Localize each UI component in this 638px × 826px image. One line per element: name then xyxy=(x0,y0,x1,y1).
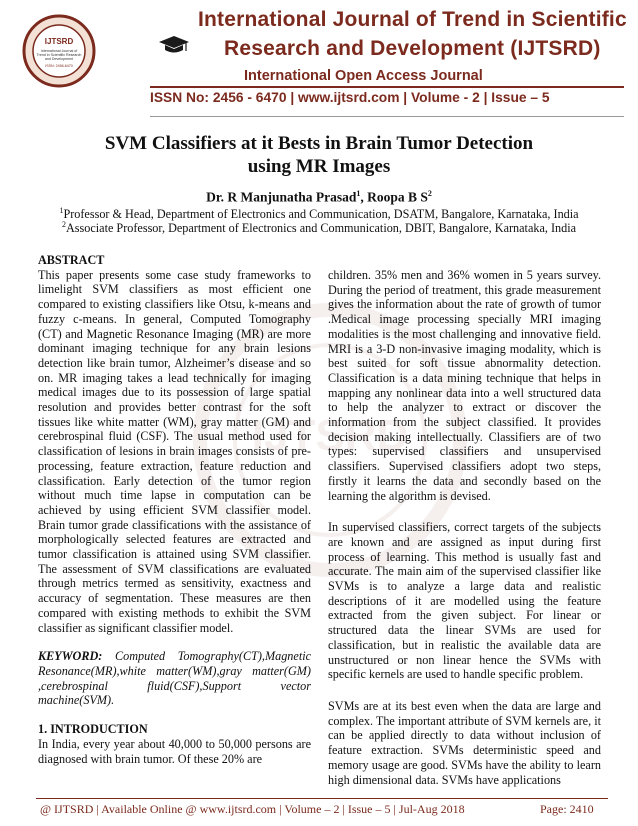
affiliation-1-sup: 1 xyxy=(59,206,64,215)
keywords xyxy=(38,649,311,708)
right-paragraph-1: children. 35% men and 36% women in 5 years survey. During the period of treatment, this grade measurement gives the information about the rate of growth of tumor .Medical image processing specially MRI imaging modalities is the most challenging and innovative field. MRI is a 3-D non-invasive imaging modality, which is best suited for soft tissue abnormality detection. Classification is a data mining technique that helps in mapping any nonlinear data into a well structured data to help the analyzer to extract or discover the information from the subject classified. It provides decision making intellectually. Classifiers are of two types: supervised classifiers and unsupervised classifiers. Supervised classifiers adopt two steps, firstly it learns the data and secondly based on the learning the algorithm is devised. xyxy=(328,268,601,503)
svg-text:IJTSRD: IJTSRD xyxy=(44,37,74,46)
header-rule xyxy=(150,86,624,88)
journal-name-line1: International Journal of Trend in Scientific xyxy=(198,8,627,31)
issn-line: ISSN No: 2456 - 6470 | www.ijtsrd.com | Volume - 2 | Issue – 5 xyxy=(150,90,550,105)
keywords-label: KEYWORD: xyxy=(38,649,103,664)
introduction-heading: 1. INTRODUCTION xyxy=(38,722,148,737)
graduation-cap-icon xyxy=(158,35,190,55)
keywords-text: Computed Tomography(CT),Magnetic Resonance(MR),white matter(WM),gray matter(GM) ,cerebrospinal fluid(CSF),Support vector machine(SVM). xyxy=(38,649,311,708)
footer-text: @ IJTSRD | Available Online @ www.ijtsrd.com | Volume – 2 | Issue – 5 | Jul-Aug 2018 xyxy=(40,802,465,816)
svg-text:and Development: and Development xyxy=(44,57,74,61)
journal-seal-icon xyxy=(22,14,96,88)
page-number: Page: 2410 xyxy=(540,802,594,816)
svg-text:IJTSRD: IJTSRD xyxy=(251,411,409,460)
author-separator: , xyxy=(360,189,368,205)
svg-text:Trend in Scientific Research: Trend in Scientific Research xyxy=(36,53,82,57)
open-access-label: International Open Access Journal xyxy=(244,68,483,84)
author-1-sup: 1 xyxy=(356,189,361,198)
affiliation-2-text: Associate Professor, Department of Electronics and Communication, DBIT, Bangalore, Karnataka, India xyxy=(66,221,576,236)
right-paragraph-2: In supervised classifiers, correct targets of the subjects are known and are assigned as input during first process of learning. This method is usually fast and accurate. The main aim of the supervised classifier like SVMs is to analyze a large data and realistic descriptions of it are modelled using the feature extracted from the given subject. For linear or structured data the linear SVMs are used for classification, but in realistic the available data are unstructured or non linear hence the SVMs with specific kernels are used to handle specific problem. xyxy=(328,520,601,682)
header-rule-thin xyxy=(150,116,624,117)
abstract-body: This paper presents some case study frameworks to limelight SVM classifiers as most efficient one compared to existing classifiers like Otsu, k-means and fuzzy c-means. In general, Computed Tomography (CT) and Magnetic Resonance Imaging (MR) are more dominant imaging technique for any brain lesions detection like brain tumor, Alzheimer’s disease and so on. MR imaging takes a lead technically for imaging medical images due to its possession of large spatial resolution and provides better contrast for the soft tissues like white matter (WM), gray matter (GM) and cerebrospinal fluid (CSF). The usual method used for classification of lesions in brain images consists of pre-processing, feature extraction, feature reduction and classification. Early detection of the tumor region without much time lapse in computation can be achieved by using efficient SVM classifier model. Brain tumor grade classifications with the assistance of morphologically selected features are extracted and tumor classification is attained using SVM classifier. The assessment of SVM classifications are evaluated through metrics termed as sensitivity, exactness and accuracy of segmentation. These measures are then compared with existing methods to exhibit the SVM classifier as significant classifier model. xyxy=(38,267,311,635)
author-2: Roopa B S xyxy=(367,189,428,205)
affiliation-1-text: Professor & Head, Department of Electronics and Communication, DSATM, Bangalore, Karnataka, India xyxy=(63,207,579,222)
journal-name-line2: Research and Development (IJTSRD) xyxy=(224,37,601,60)
paper-title-line2: using MR Images xyxy=(247,156,391,177)
footer-rule xyxy=(36,798,608,799)
abstract-heading: ABSTRACT xyxy=(38,253,105,267)
affiliation-2-sup: 2 xyxy=(62,220,66,229)
svg-text:International Journal of: International Journal of xyxy=(40,49,78,53)
svg-text:ISSN: 2456-6470: ISSN: 2456-6470 xyxy=(45,64,73,68)
right-paragraph-3: SVMs are at its best even when the data are large and complex. The important attribute of SVM kernels are, it can be applied directly to data without inclusion of feature extraction. SVMs deterministic speed and memory usage are good. SVMs have the ability to learn high dimensional data. SVMs have applications xyxy=(328,698,601,787)
introduction-body: In India, every year about 40,000 to 50,000 persons are diagnosed with brain tumor. Of these 20% are xyxy=(38,736,311,766)
left-column xyxy=(38,253,311,766)
paper-title-line1: SVM Classifiers at it Bests in Brain Tumor Detection xyxy=(104,133,534,154)
author-2-sup: 2 xyxy=(427,189,432,198)
affiliation-2 xyxy=(0,220,638,236)
right-column xyxy=(328,268,601,787)
author-1: Dr. R Manjunatha Prasad xyxy=(206,189,357,205)
author-list xyxy=(0,189,638,206)
